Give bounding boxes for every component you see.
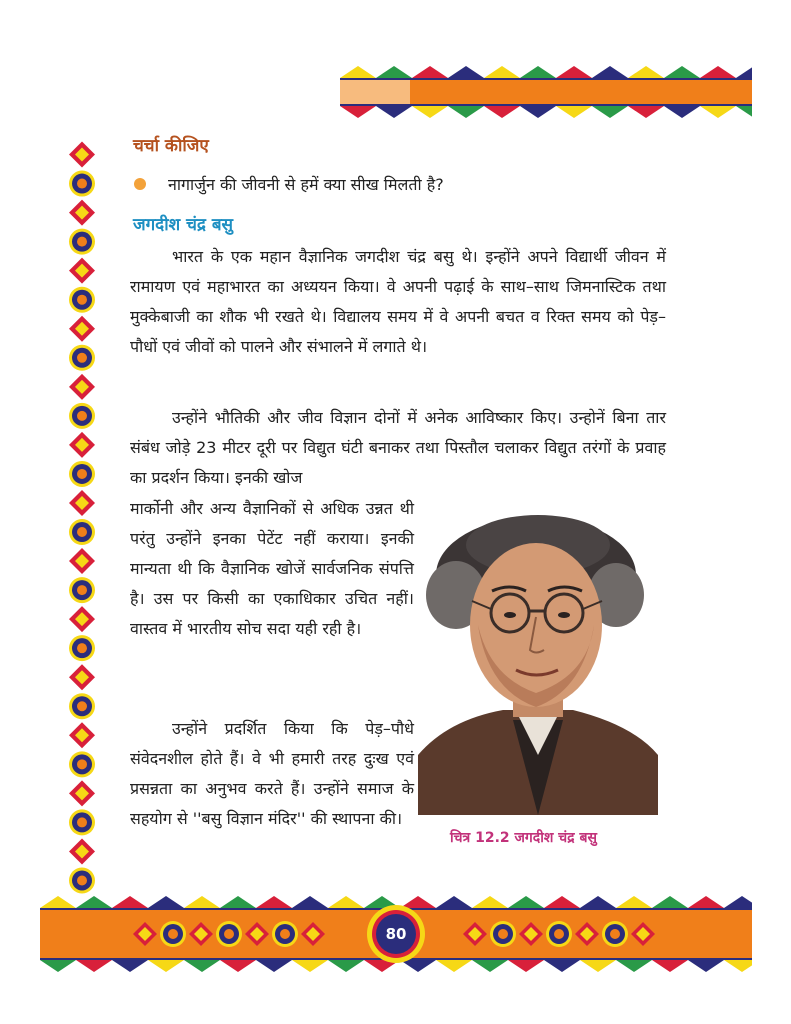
bullet-icon bbox=[134, 178, 146, 190]
figure-caption: चित्र 12.2 जगदीश चंद्र बसु bbox=[450, 830, 597, 846]
discussion-question bbox=[134, 173, 444, 195]
paragraph-2: उन्होंने भौतिकी और जीव विज्ञान दोनों में अनेक आविष्कार किए। उन्होनें बिना तार संबंध जोड़े 23 मीटर दूरी पर विद्युत घंटी बनाकर तथा पिस्तौल चलाकर विद्युत तरंगों के प्रवाह का प्रदर्शन किया। इनकी खोज bbox=[130, 408, 666, 487]
question-text: नागार्जुन की जीवनी से हमें क्या सीख मिलती है? bbox=[168, 175, 444, 194]
section-heading: जगदीश चंद्र बसु bbox=[133, 215, 234, 235]
left-decorative-border bbox=[62, 140, 102, 895]
top-decorative-banner bbox=[340, 66, 752, 118]
page-number: 80 bbox=[385, 925, 407, 943]
paragraph-3: मार्कोनी और अन्य वैज्ञानिकों से अधिक उन्नत थी परंतु उन्होंने इनका पेटेंट नहीं कराया। इनकी मान्यता थी कि वैज्ञानिक खोजें सार्वजनिक संपत्ति है। उस पर किसी का एकाधिकार उचित नहीं। वास्तव में भारतीय सोच सदा यही रही है। bbox=[130, 499, 414, 638]
discuss-heading: चर्चा कीजिए bbox=[133, 136, 209, 156]
paragraph-4: उन्होंने प्रदर्शित किया कि पेड़–पौधे संवेदनशील होते हैं। वे भी हमारी तरह दुःख एवं प्रसन्नता का अनुभव करते हैं। उन्होंने समाज के सहयोग से ''बसु विज्ञान मंदिर'' की स्थापना की। bbox=[130, 719, 414, 828]
portrait-image bbox=[418, 505, 658, 815]
paragraph-1: भारत के एक महान वैज्ञानिक जगदीश चंद्र बसु थे। इन्होंने अपने विद्यार्थी जीवन में रामायण एवं महाभारत का अध्ययन किया। वे अपनी पढ़ाई के साथ–साथ जिमनास्टिक तथा मुक्केबाजी का शौक भी रखते थे। विद्यालय समय में वे अपनी बचत व रिक्त समय को पेड़–पौधों एवं जीवों को पालने और संभालने में लगाते थे। bbox=[130, 247, 666, 356]
